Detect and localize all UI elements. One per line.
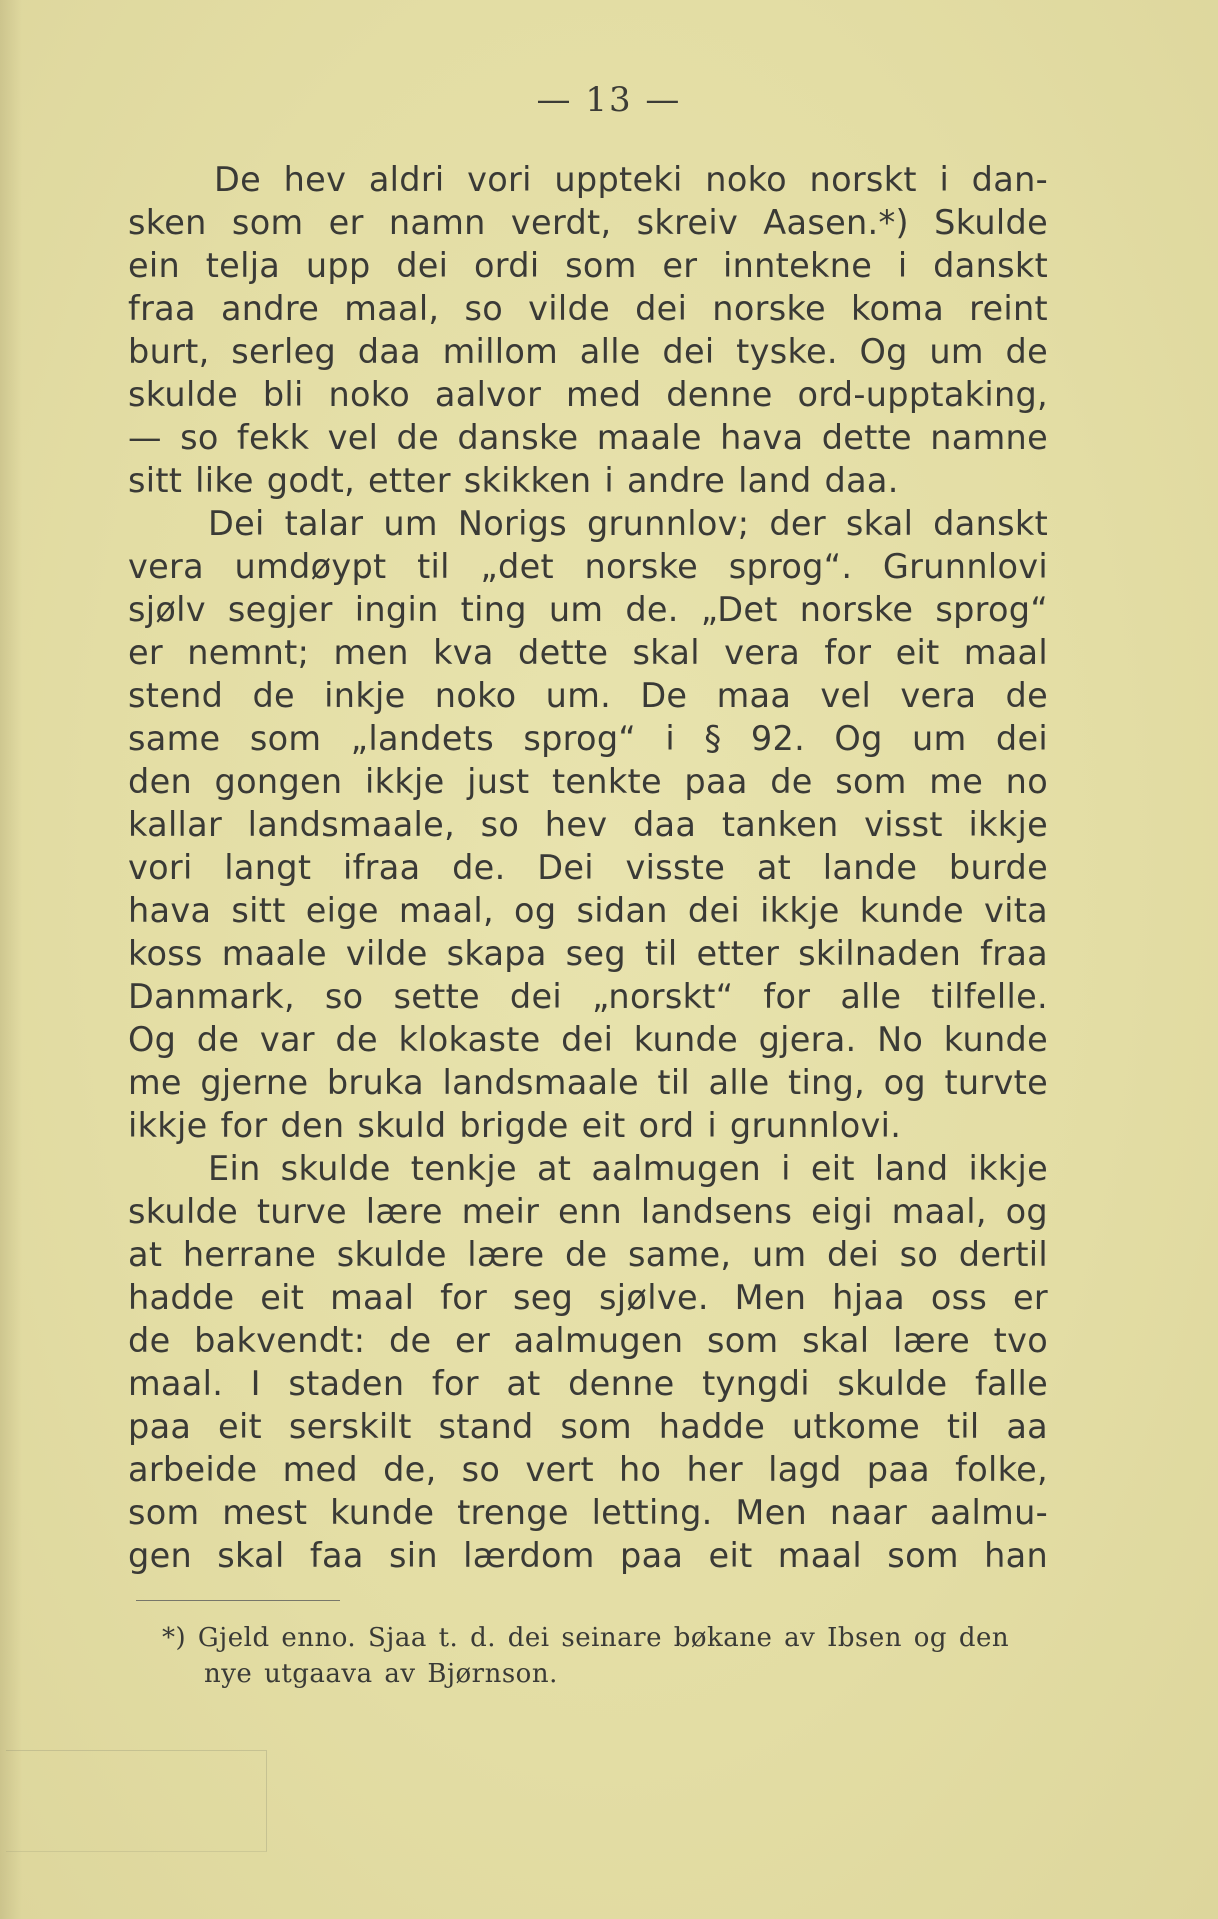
text-line: maal. I staden for at denne tyngdi skulde falle (128, 1364, 1048, 1403)
text-line: — so fekk vel de danske maale hava dette namne (128, 418, 1048, 457)
text-line: arbeide med de, so vert ho her lagd paa folke, (128, 1450, 1048, 1489)
text-line: Dei talar um Norigs grunnlov; der skal danskt (208, 504, 1048, 543)
text-line: hadde eit maal for seg sjølve. Men hjaa oss er (128, 1278, 1048, 1317)
text-line: Danmark, so sette dei „norskt“ for alle tilfelle. (128, 977, 1048, 1016)
paper-stain (6, 1750, 267, 1852)
text-line: vera umdøypt til „det norske sprog“. Grunnlovi (128, 547, 1048, 586)
text-line: sken som er namn verdt, skreiv Aasen.*) Skulde (128, 203, 1048, 242)
page-number: — 13 — (536, 80, 682, 120)
text-line: stend de inkje noko um. De maa vel vera de (128, 676, 1048, 715)
text-line: hava sitt eige maal, og sidan dei ikkje kunde vita (128, 891, 1048, 930)
text-line: same som „landets sprog“ i § 92. Og um dei (128, 719, 1048, 758)
text-line: den gongen ikkje just tenkte paa de som me no (128, 762, 1048, 801)
text-line: skulde bli noko aalvor med denne ord-upptaking, (128, 375, 1048, 414)
text-line: me gjerne bruka landsmaale til alle ting, og turvte (128, 1063, 1048, 1102)
text-line: koss maale vilde skapa seg til etter skilnaden fraa (128, 934, 1048, 973)
text-line: burt, serleg daa millom alle dei tyske. Og um de (128, 332, 1048, 371)
body-text (128, 158, 1048, 1577)
text-line: kallar landsmaale, so hev daa tanken visst ikkje (128, 805, 1048, 844)
text-line: skulde turve lære meir enn landsens eigi maal, og (128, 1192, 1048, 1231)
text-line: de bakvendt: de er aalmugen som skal lære tvo (128, 1321, 1048, 1360)
footnote-line: nye utgaava av Bjørnson. (204, 1659, 558, 1689)
text-line: vori langt ifraa de. Dei visste at lande burde (128, 848, 1048, 887)
text-line: sjølv segjer ingin ting um de. „Det norske sprog“ (128, 590, 1048, 629)
text-line: som mest kunde trenge letting. Men naar aalmu- (128, 1493, 1048, 1532)
text-line: er nemnt; men kva dette skal vera for eit maal (128, 633, 1048, 672)
footnote-divider (136, 1600, 340, 1601)
text-line: sitt like godt, etter skikken i andre land daa. (128, 461, 899, 500)
text-line: at herrane skulde lære de same, um dei so dertil (128, 1235, 1048, 1274)
text-line: De hev aldri vori uppteki noko norskt i dan- (214, 160, 1048, 199)
text-line: paa eit serskilt stand som hadde utkome til aa (128, 1407, 1048, 1446)
text-line: fraa andre maal, so vilde dei norske koma reint (128, 289, 1048, 328)
footnote (162, 1620, 1062, 1692)
footnote-line: *) Gjeld enno. Sjaa t. d. dei seinare bøkane av Ibsen og den (162, 1623, 1010, 1653)
text-line: ein telja upp dei ordi som er inntekne i danskt (128, 246, 1048, 285)
text-line: Ein skulde tenkje at aalmugen i eit land ikkje (208, 1149, 1048, 1188)
text-line: ikkje for den skuld brigde eit ord i grunnlovi. (128, 1106, 902, 1145)
text-line: gen skal faa sin lærdom paa eit maal som han (128, 1536, 1048, 1575)
text-line: Og de var de klokaste dei kunde gjera. No kunde (128, 1020, 1048, 1059)
